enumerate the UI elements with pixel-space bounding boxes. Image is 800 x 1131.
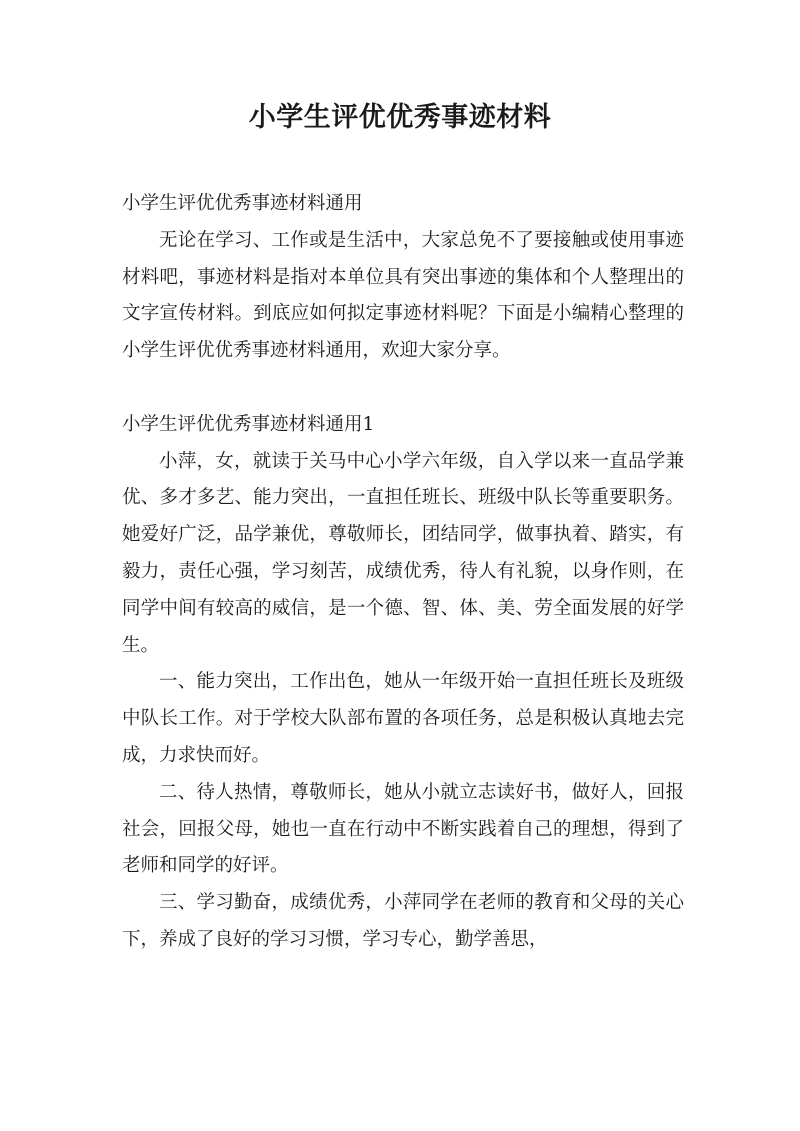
section1-paragraph-1: 小萍，女，就读于关马中心小学六年级，自入学以来一直品学兼优、多才多艺、能力突出，一直担任班长、班级中队长等重要职务。她爱好广泛，品学兼优，尊敬师长，团结同学，做事执着、踏实，有毅力，责任心强，学习刻苦，成绩优秀，待人有礼貌，以身作则，在同学中间有较高的威信，是一个德、智、体、美、劳全面发展的好学生。 <box>122 450 684 656</box>
section1-paragraph-3: 二、待人热情，尊敬师长，她从小就立志读好书，做好人，回报社会，回报父母，她也一直在行动中不断实践着自己的理想，得到了老师和同学的好评。 <box>122 781 684 877</box>
section1-heading: 小学生评优优秀事迹材料通用1 <box>122 413 375 435</box>
document-title: 小学生评优优秀事迹材料 <box>248 102 552 133</box>
section1-paragraph-4: 三、学习勤奋，成绩优秀，小萍同学在老师的教育和父母的关心下，养成了良好的学习习惯，学习专心，勤学善思， <box>122 892 684 950</box>
intro-paragraph: 无论在学习、工作或是生活中，大家总免不了要接触或使用事迹材料吧，事迹材料是指对本单位具有突出事迹的集体和个人整理出的文字宣传材料。到底应如何拟定事迹材料呢？下面是小编精心整理的小学生评优优秀事迹材料通用，欢迎大家分享。 <box>122 229 684 362</box>
document-body <box>122 186 684 959</box>
intro-heading: 小学生评优优秀事迹材料通用 <box>122 193 363 214</box>
section1-paragraph-2: 一、能力突出，工作出色，她从一年级开始一直担任班长及班级中队长工作。对于学校大队部布置的各项任务，总是积极认真地去完成，力求快而好。 <box>122 671 684 766</box>
section-spacer <box>122 370 684 407</box>
